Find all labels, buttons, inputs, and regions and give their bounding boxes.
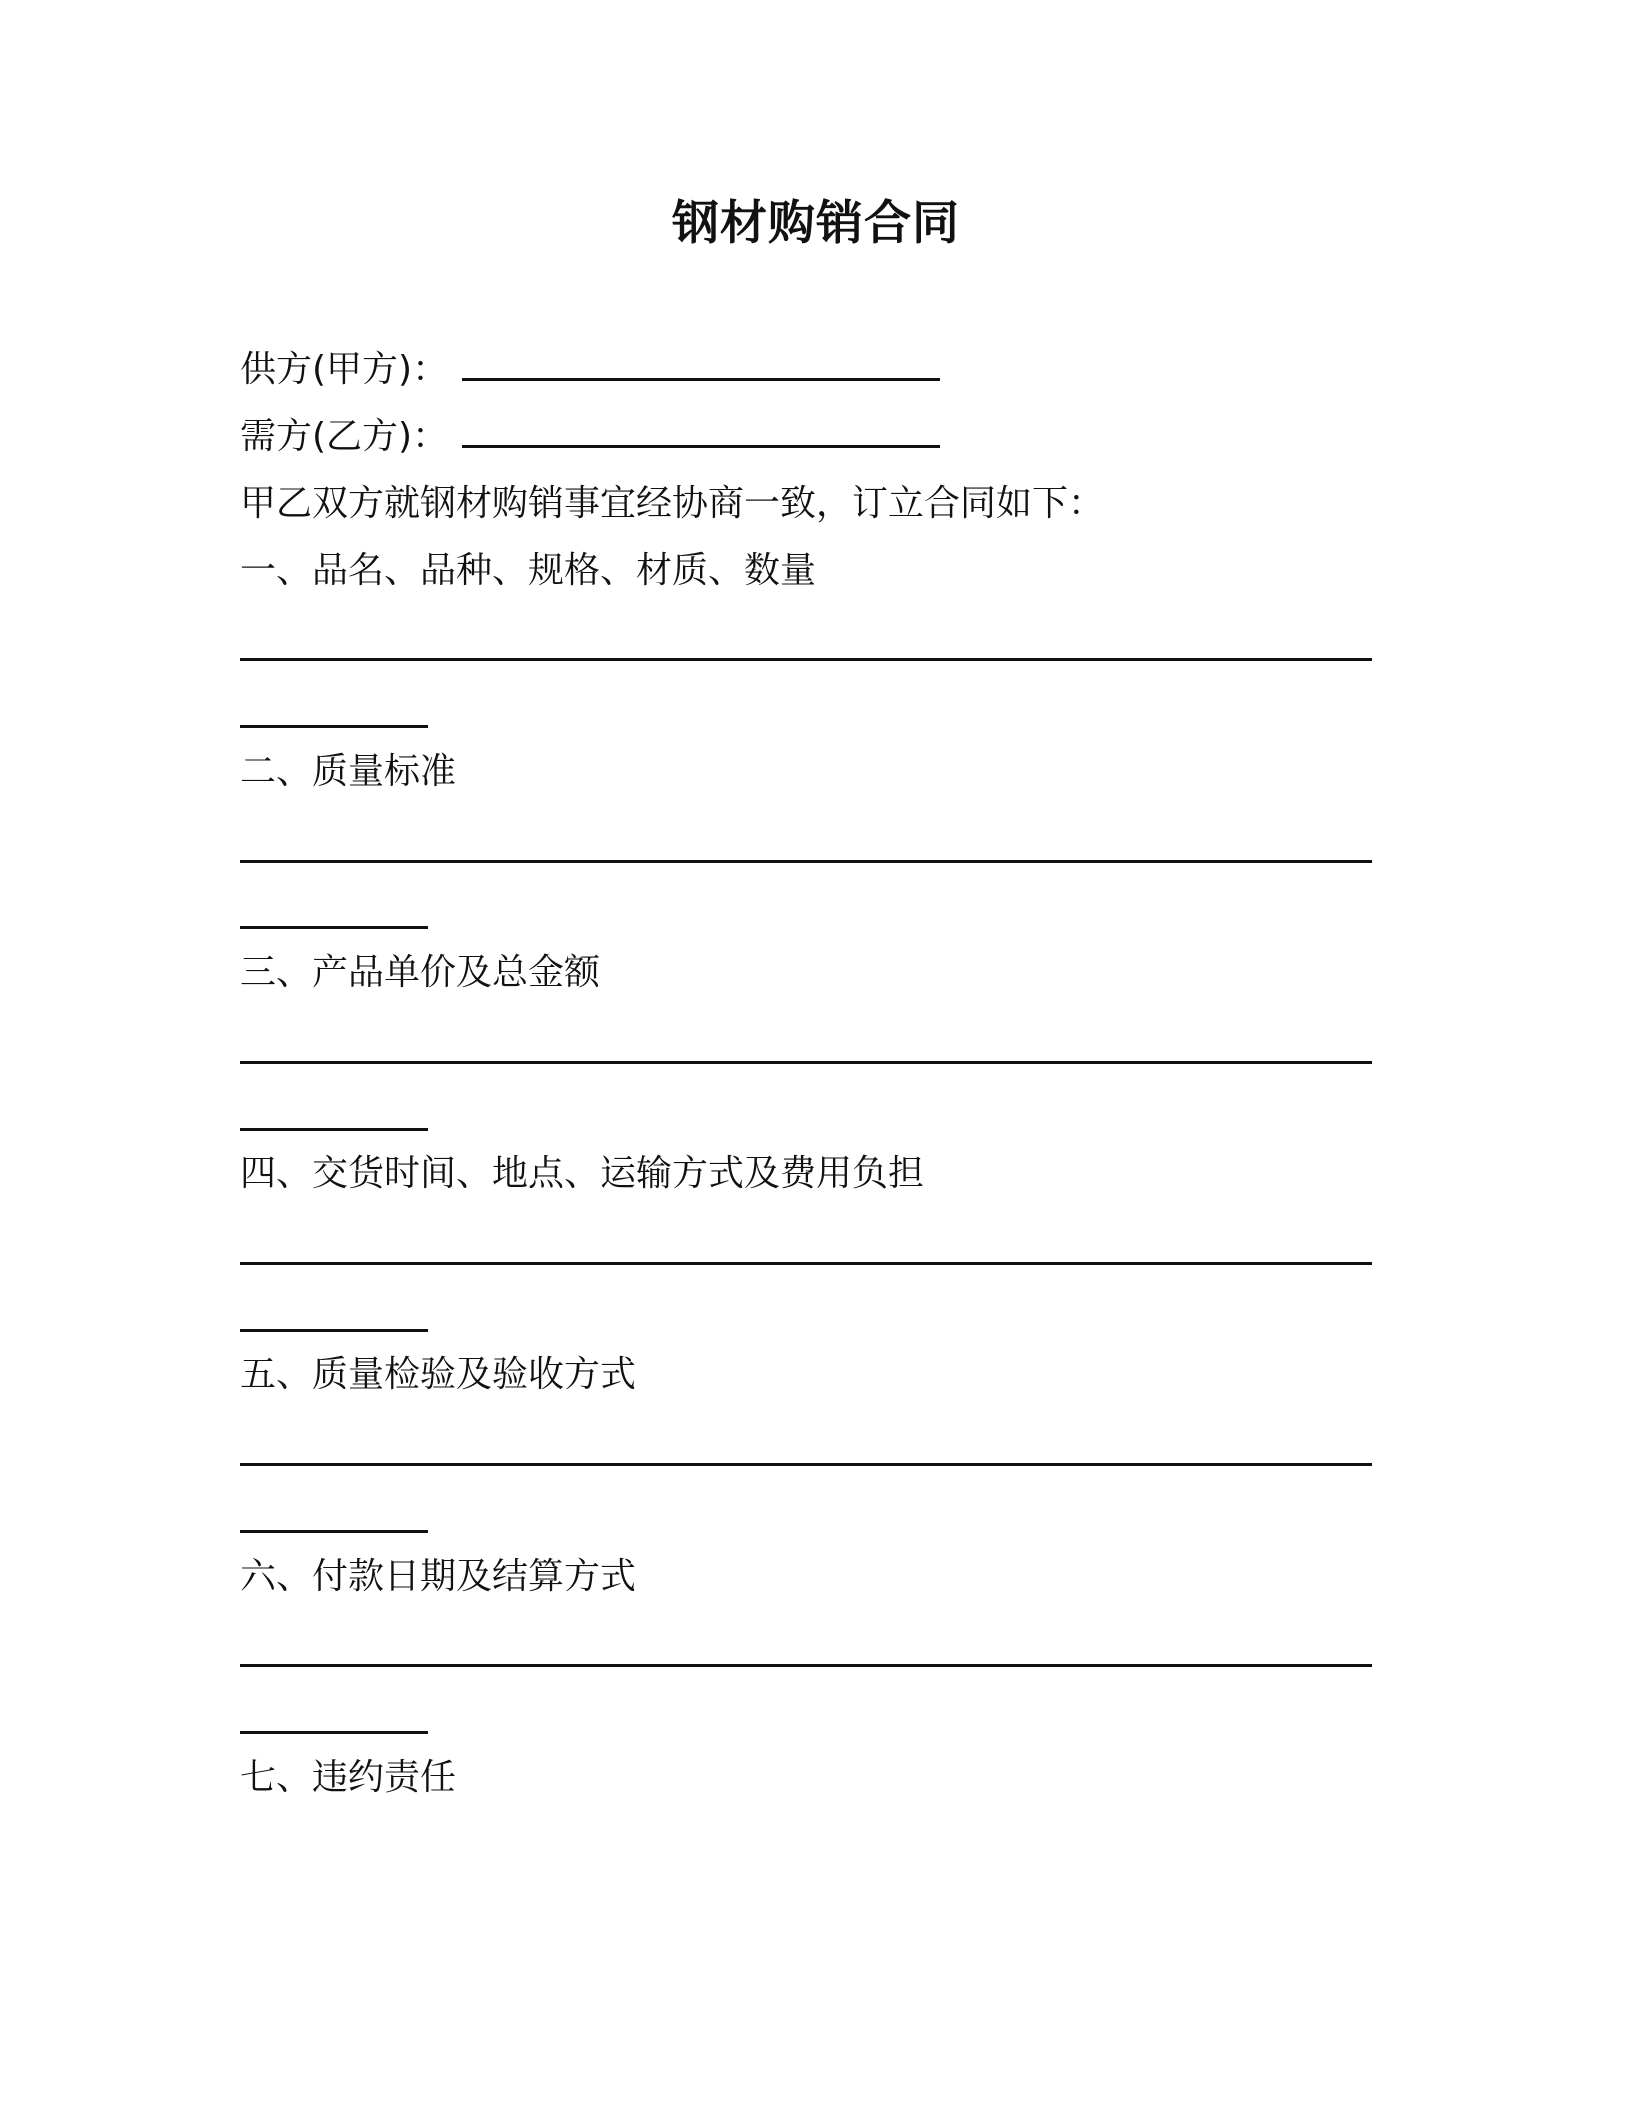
fill-line bbox=[240, 658, 1372, 661]
fill-line-end bbox=[240, 1731, 428, 1734]
fill-line bbox=[240, 1463, 1372, 1466]
buyer-blank bbox=[462, 415, 940, 448]
fill-line-end bbox=[240, 1530, 428, 1533]
fill-line bbox=[240, 860, 1372, 863]
supplier-label: 供方(甲方)： bbox=[240, 349, 449, 390]
fill-line-end bbox=[240, 1128, 428, 1131]
fill-line-end bbox=[240, 1329, 428, 1332]
buyer-label: 需方(乙方)： bbox=[240, 416, 449, 457]
fill-line-end bbox=[240, 926, 428, 929]
section-heading: 七、违约责任 bbox=[240, 1757, 457, 1798]
document-title: 钢材购销合同 bbox=[672, 196, 960, 251]
supplier-line bbox=[240, 344, 940, 396]
intro-text: 甲乙双方就钢材购销事宜经协商一致，订立合同如下： bbox=[240, 483, 1105, 524]
section-heading: 六、付款日期及结算方式 bbox=[240, 1556, 637, 1597]
fill-line bbox=[240, 1262, 1372, 1265]
fill-line bbox=[240, 1061, 1372, 1064]
fill-line bbox=[240, 1664, 1372, 1667]
section-heading: 五、质量检验及验收方式 bbox=[240, 1354, 637, 1395]
supplier-blank bbox=[462, 348, 940, 381]
section-heading: 二、质量标准 bbox=[240, 751, 457, 792]
fill-line-end bbox=[240, 725, 428, 728]
buyer-line bbox=[240, 411, 940, 463]
section-heading: 三、产品单价及总金额 bbox=[240, 952, 601, 993]
section-heading: 四、交货时间、地点、运输方式及费用负担 bbox=[240, 1153, 925, 1194]
section-heading: 一、品名、品种、规格、材质、数量 bbox=[240, 550, 817, 591]
